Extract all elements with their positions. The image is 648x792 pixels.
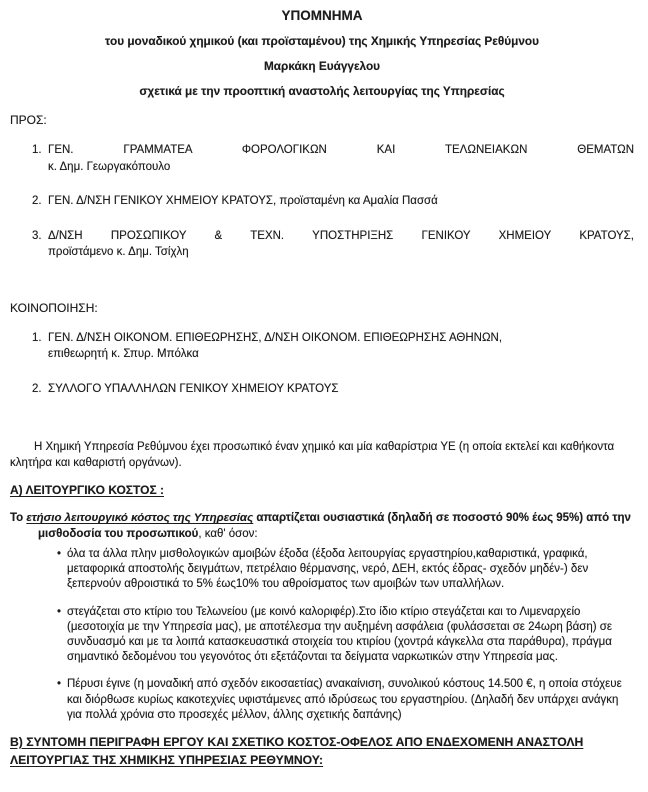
notification-section	[10, 301, 634, 398]
bullet-item	[10, 547, 634, 593]
bullet-text: όλα τα άλλα πλην μισθολογικών αμοιβών έξοδα (έξοδα λειτουργίας εργαστηρίου,καθαριστικά, γραφικά, μεταφορικά αποστολής δειγμάτων, πετρέλαιο θέρμανσης, νερό, ΔΕΗ, εκτός έδρας- σχεδόν μηδέν-) δεν ξεπερνούν αθροιστικά το 5% έως10% του αθροίσματος των αμοιβών των υπαλλήλων.	[67, 548, 589, 591]
recipients-label: ΠΡΟΣ:	[10, 113, 47, 127]
item-text-line: ΓΕΝ. ΓΡΑΜΜΑΤΕΑ ΦΟΡΟΛΟΓΙΚΩΝ ΚΑΙ ΤΕΛΩΝΕΙΑΚΩΝ ΘΕΜΑΤΩΝ	[48, 144, 634, 156]
bullet-text: στεγάζεται στο κτίριο του Τελωνείου (με κοινό καλοριφέρ).Στο ίδιο κτίριο στεγάζεται και το Λιμεναρχείο (μεσοτοιχία με την Υπηρεσία μας), με αποτέλεσμα την αυξημένη ασφάλεια (φυλάσσεται σε 24ωρη βάση) σε συνδυασμό και με τα λοιπά κατασκευαστικά στοιχεία του κτιρίου (χοντρά κάγκελλα στα παράθυρα), πράγμα σημαντικό δεδομένου του γεγονότος ότι εξετάζονται τα δείγματα ναρκωτικών στην Υπηρεσία μας.	[67, 605, 613, 664]
section-a	[10, 482, 634, 723]
lead-prefix: Το	[10, 512, 27, 524]
lead-tail: , καθ' όσον:	[198, 528, 258, 540]
document-header	[10, 8, 634, 99]
document-subtitle-name: Μαρκάκη Ευάγγελου	[263, 59, 381, 73]
notification-label: ΚΟΙΝΟΠΟΙΗΣΗ:	[10, 300, 98, 315]
item-text	[48, 142, 634, 175]
lead-emphasis: ετήσιο λειτουργικό κόστος της Υπηρεσίας	[26, 512, 254, 524]
item-number: 1.	[32, 144, 42, 156]
item-text	[48, 330, 634, 363]
notification-list	[10, 330, 634, 398]
section-a-heading: Α) ΛΕΙΤΟΥΡΓΙΚΟ ΚΟΣΤΟΣ :	[10, 483, 164, 497]
item-text-line: Δ/ΝΣΗ ΠΡΟΣΩΠΙΚΟΥ & ΤΕΧΝ. ΥΠΟΣΤΗΡΙΞΗΣ ΓΕΝΙΚΟΥ ΧΗΜΕΙΟΥ ΚΡΑΤΟΥΣ,	[48, 229, 634, 242]
intro-paragraph: Η Χημική Υπηρεσία Ρεθύμνου έχει προσωπικό έναν χημικό και μία καθαρίστρια ΥΕ (η οποία εκτελεί και καθήκοντα κλητήρα και καθαριστή οργάνων).	[10, 441, 615, 469]
bullet-marker	[57, 547, 67, 593]
item-number: 2.	[32, 382, 42, 395]
item-text-line: ΓΕΝ. Δ/ΝΣΗ ΓΕΝΙΚΟΥ ΧΗΜΕΙΟΥ ΚΡΑΤΟΥΣ, προϊσταμένη κα Αμαλία Πασσά	[48, 195, 438, 207]
bullet-item	[10, 677, 634, 723]
item-number: 2.	[32, 195, 42, 207]
recipient-item	[10, 193, 634, 210]
recipient-item	[10, 228, 634, 261]
document-subtitle-subject: σχετικά με την προοπτική αναστολής λειτουργίας της Υπηρεσίας	[139, 84, 505, 98]
section-a-bullet-list	[10, 547, 634, 723]
section-b	[10, 734, 634, 769]
item-text-line: ΣΥΛΛΟΓΟ ΥΠΑΛΛΗΛΩΝ ΓΕΝΙΚΟΥ ΧΗΜΕΙΟΥ ΚΡΑΤΟΥΣ	[48, 382, 339, 395]
recipients-list	[10, 142, 634, 261]
notification-item	[10, 381, 634, 398]
bullet-marker	[57, 605, 67, 666]
recipients-section	[10, 113, 634, 261]
bullet-text: Πέρυσι έγινε (η μοναδική από σχεδόν εικοσαετίας) ανακαίνιση, συνολικού κόστους 14.500 €, η οποία στόχευε και διόρθωσε κυρίως κακοτεχνίες υφιστάμενες από ιδρύσεως του εργαστηρίου. (Δηλαδή δεν υπάρχει ανάγκη για πολλά χρόνια στο προσεχές μέλλον, άλλης σχετικής δαπάνης)	[67, 678, 622, 721]
item-text	[48, 193, 634, 210]
document-subtitle-author: του μοναδικού χημικού (και προϊσταμένου) της Χημικής Υπηρεσίας Ρεθύμνου	[105, 34, 539, 48]
bullet-item	[10, 605, 634, 666]
document-title: ΥΠΟΜΝΗΜΑ	[281, 8, 363, 23]
item-text-line: προϊστάμενο κ. Δημ. Τσίχλη	[48, 246, 189, 258]
item-text-line: κ. Δημ. Γεωργακόπουλο	[48, 160, 171, 173]
item-text	[48, 381, 634, 398]
item-text-line: επιθεωρητή κ. Σπυρ. Μπόλκα	[48, 348, 199, 360]
notification-item	[10, 330, 634, 363]
bullet-marker	[57, 677, 67, 723]
lead-bold-text: απαρτίζεται ουσιαστικά (δηλαδή σε ποσοστό 90% έως 95%) από την μισθοδοσία του προσωπικού	[38, 512, 631, 540]
section-a-lead-paragraph	[10, 510, 634, 542]
item-text-line: ΓΕΝ. Δ/ΝΣΗ ΟΙΚΟΝΟΜ. ΕΠΙΘΕΩΡΗΣΗΣ, Δ/ΝΣΗ ΟΙΚΟΝΟΜ. ΕΠΙΘΕΩΡΗΣΗΣ ΑΘΗΝΩΝ,	[48, 331, 503, 344]
section-b-heading: Β) ΣΥΝΤΟΜΗ ΠΕΡΙΓΡΑΦΗ ΕΡΓΟΥ ΚΑΙ ΣΧΕΤΙΚΟ ΚΟΣΤΟΣ-ΟΦΕΛΟΣ ΑΠΟ ΕΝΔΕΧΟΜΕΝΗ ΑΝΑΣΤΟΛΗ ΛΕΙΤΟΥΡΓΙΑΣ ΤΗΣ ΧΗΜΙΚΗΣ ΥΠΗΡΕΣΙΑΣ ΡΕΘΥΜΝΟΥ:	[10, 735, 584, 767]
recipient-item	[10, 142, 634, 175]
item-number: 1.	[32, 331, 42, 344]
item-text	[48, 228, 634, 261]
item-number: 3.	[32, 229, 42, 242]
